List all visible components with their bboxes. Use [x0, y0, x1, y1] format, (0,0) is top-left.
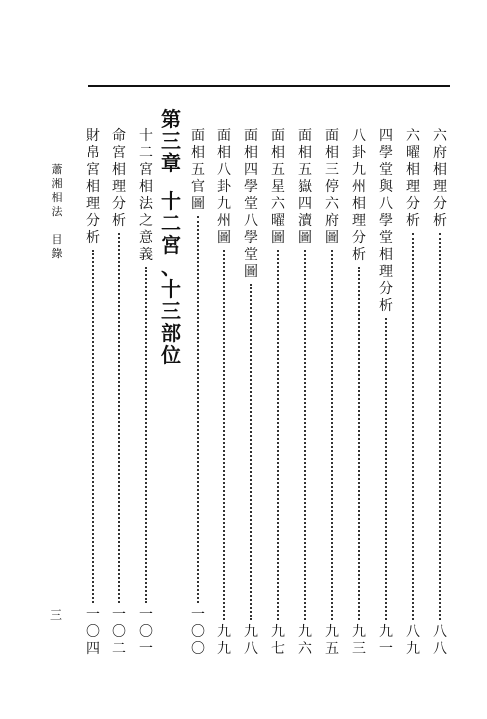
- toc-entry-title: 命 宮 相 理 分 析: [112, 128, 126, 229]
- toc-entry-page: 九 一: [379, 624, 393, 657]
- toc-entry: [351, 128, 367, 658]
- dot-leader: [145, 267, 147, 603]
- toc-entry-title: 面 相 八 卦 九 州 圖: [217, 128, 231, 246]
- page-number: 三: [49, 608, 62, 622]
- toc-entry-title: 面 相 五 嶽 四 瀆 圖: [298, 128, 312, 246]
- toc-entry: [297, 128, 313, 658]
- toc-entry-page: 一 〇 四: [86, 607, 100, 657]
- dot-leader: [358, 267, 360, 620]
- dot-leader: [439, 233, 441, 620]
- dot-leader: [412, 233, 414, 620]
- dot-leader: [197, 216, 199, 603]
- toc-entry-title: 面 相 四 學 堂 八 學 堂 圖: [244, 128, 258, 280]
- chapter-label: 第 三 章: [161, 107, 181, 175]
- dot-leader: [385, 318, 387, 620]
- chapter-title: 十 二 宮 、 十 三 部 位: [161, 189, 181, 367]
- toc-entry-page: 一 〇 一: [139, 607, 153, 657]
- toc-entry-title: 面 相 五 官 圖: [191, 128, 205, 212]
- toc-entry-page: 九 五: [325, 624, 339, 657]
- toc-entry-title: 面 相 三 停 六 府 圖: [325, 128, 339, 246]
- dot-leader: [223, 250, 225, 620]
- toc-entry: [378, 128, 394, 658]
- dot-leader: [304, 250, 306, 620]
- toc-entry-title: 財 帛 宮 相 理 分 析: [86, 128, 100, 246]
- dot-leader: [277, 250, 279, 620]
- dot-leader: [250, 284, 252, 620]
- top-rule: [88, 85, 450, 87]
- toc-entry-page: 八 九: [406, 624, 420, 657]
- toc-entry: [190, 128, 206, 658]
- toc-entry-title: 六 曜 相 理 分 析: [406, 128, 420, 229]
- section-title: 目 錄: [51, 233, 63, 260]
- toc-entry-title: 十 二 宮 相 法 之 意 義: [139, 128, 153, 263]
- toc-entry: [270, 128, 286, 658]
- toc-entry-page: 九 三: [352, 624, 366, 657]
- toc-entry-page: 九 九: [217, 624, 231, 657]
- toc-entry: [111, 128, 127, 658]
- toc-entry-page: 九 八: [244, 624, 258, 657]
- toc-entry: [405, 128, 421, 658]
- toc-entry: [432, 128, 448, 658]
- toc-entry-title: 八 卦 九 州 相 理 分 析: [352, 128, 366, 263]
- toc-entry: [243, 128, 259, 658]
- dot-leader: [331, 250, 333, 620]
- book-title: 蕭 湘 相 法: [51, 163, 63, 218]
- dot-leader: [92, 250, 94, 603]
- toc-entry-page: 一 〇 〇: [191, 607, 205, 657]
- toc-entry-title: 面 相 五 星 六 曜 圖: [271, 128, 285, 246]
- toc-entry: [85, 128, 101, 658]
- toc-entry-title: 六 府 相 理 分 析: [433, 128, 447, 229]
- toc-entry-page: 九 七: [271, 624, 285, 657]
- running-header: [50, 163, 64, 261]
- chapter-heading: [158, 108, 184, 368]
- toc-entry-title: 四 學 堂 與 八 學 堂 相 理 分 析: [379, 128, 393, 314]
- toc-entry-page: 一 〇 二: [112, 607, 126, 657]
- toc-entry: [324, 128, 340, 658]
- toc-entry-page: 八 八: [433, 624, 447, 657]
- toc-entry-page: 九 六: [298, 624, 312, 657]
- dot-leader: [118, 233, 120, 603]
- toc-entry: [138, 128, 154, 658]
- toc-entry: [216, 128, 232, 658]
